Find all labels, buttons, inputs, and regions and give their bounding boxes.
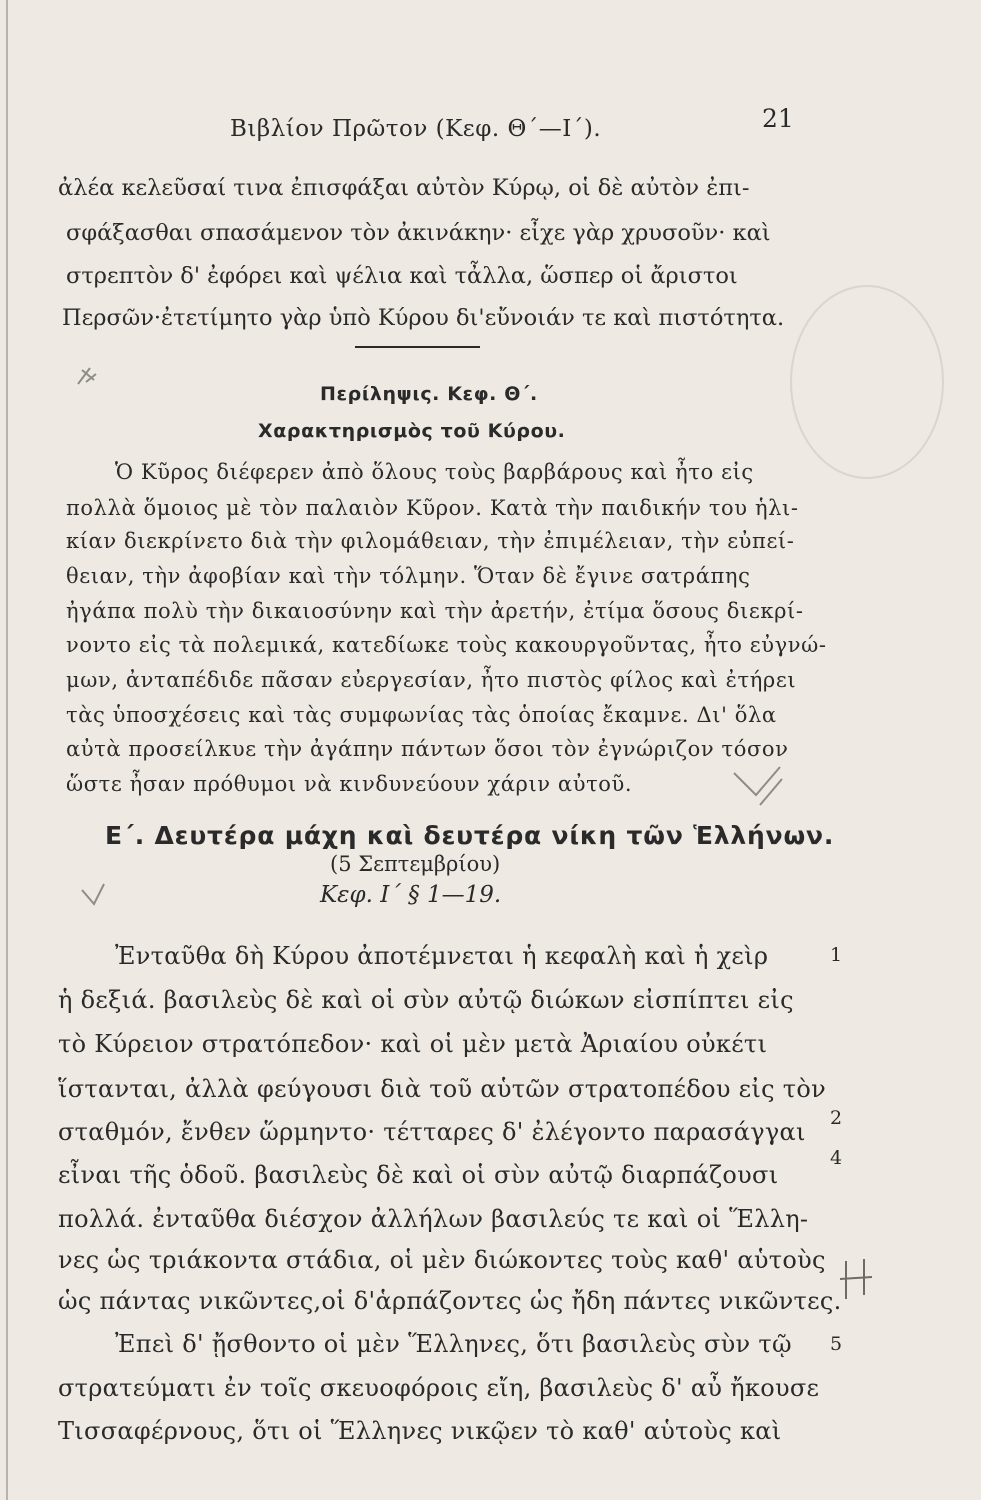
section-reference: Κεφ. Ι΄ § 1—19. <box>320 882 502 908</box>
main-text-line: Ἐπεὶ δ' ᾔσθοντο οἱ μὲν Ἕλληνες, ὅτι βασιλεὺς σὺν τῷ <box>115 1330 792 1358</box>
summary-line: τὰς ὑποσχέσεις καὶ τὰς συμφωνίας τὰς ὁποίας ἔκαμνε. Δι' ὅλα <box>66 703 777 727</box>
main-text-line: ὡς πάντας νικῶντες,οἱ δ'ἁρπάζοντες ὡς ἤδη πάντες νικῶντες. <box>58 1287 842 1315</box>
library-stamp <box>790 285 944 479</box>
section-date: (5 Σεπτεμβρίου) <box>330 852 501 876</box>
margin-number: 1 <box>830 944 843 966</box>
main-text-line: νες ὡς τριάκοντα στάδια, οἱ μὲν διώκοντες τοὺς καθ' αὑτοὺς <box>58 1246 826 1274</box>
main-text-line: Ἐνταῦθα δὴ Κύρου ἀποτέμνεται ἡ κεφαλὴ καὶ ἡ χεὶρ <box>115 942 769 970</box>
text-line: σφάξασθαι σπασάμενον τὸν ἀκινάκην· εἶχε γὰρ χρυσοῦν· καὶ <box>66 220 771 246</box>
main-text-line: πολλά. ἐνταῦθα διέσχον ἀλλήλων βασιλεύς τε καὶ οἱ Ἕλλη- <box>58 1205 809 1233</box>
page-edge <box>6 0 8 1500</box>
summary-line: ἠγάπα πολὺ τὴν δικαιοσύνην καὶ τὴν ἀρετήν, ἐτίμα ὅσους διεκρί- <box>66 599 804 623</box>
summary-line: Ὁ Κῦρος διέφερεν ἀπὸ ὅλους τοὺς βαρβάρους καὶ ἦτο εἰς <box>115 460 754 484</box>
page-number: 21 <box>762 104 794 133</box>
summary-line: πολλὰ ὅμοιος μὲ τὸν παλαιὸν Κῦρον. Κατὰ τὴν παιδικήν του ἡλι- <box>66 496 799 520</box>
check-mark-icon <box>78 880 118 920</box>
main-text-line: εἶναι τῆς ὁδοῦ. βασιλεὺς δὲ καὶ οἱ σὺν αὐτῷ διαρπάζουσι <box>58 1161 779 1189</box>
summary-line: κίαν διεκρίνετο διὰ τὴν φιλομάθειαν, τὴν ἐπιμέλειαν, τὴν εὐπεί- <box>66 529 795 553</box>
margin-number: 2 <box>830 1107 843 1129</box>
summary-line: νοντο εἰς τὰ πολεμικά, κατεδίωκε τοὺς κακουργοῦντας, ἦτο εὐγνώ- <box>66 633 827 657</box>
main-text-line: τὸ Κύρειον στρατόπεδον· καὶ οἱ μὲν μετὰ Ἀριαίου οὐκέτι <box>58 1030 768 1058</box>
main-text-line: ἵστανται, ἀλλὰ φεύγουσι διὰ τοῦ αὑτῶν στρατοπέδου εἰς τὸν <box>58 1075 826 1103</box>
summary-title: Περίληψις. Κεφ. Θ΄. <box>320 383 538 405</box>
margin-number: 5 <box>830 1333 843 1355</box>
text-line: Περσῶν·ἐτετίμητο γὰρ ὑπὸ Κύρου δι'εὔνοιάν τε καὶ πιστότητα. <box>62 305 785 331</box>
main-text-line: Τισσαφέρνους, ὅτι οἱ Ἕλληνες νικῷεν τὸ καθ' αὑτοὺς καὶ <box>58 1417 782 1445</box>
section-divider <box>355 346 480 348</box>
section-title: Ε΄. Δευτέρα μάχη καὶ δευτέρα νίκη τῶν Ἑλλήνων. <box>105 821 835 850</box>
main-text-line: ἡ δεξιά. βασιλεὺς δὲ καὶ οἱ σὺν αὐτῷ διώκων εἰσπίπτει εἰς <box>58 986 794 1014</box>
summary-line: αὐτὰ προσείλκυε τὴν ἀγάπην πάντων ὅσοι τὸν ἐγνώριζον τόσον <box>66 737 789 761</box>
text-line: ἀλέα κελεῦσαί τινα ἐπισφάξαι αὐτὸν Κύρῳ, οἱ δὲ αὐτὸν ἐπι- <box>58 175 750 201</box>
pencil-mark-icon <box>72 362 102 392</box>
pencil-mark-icon <box>838 1255 878 1305</box>
text-line: στρεπτὸν δ' ἐφόρει καὶ ψέλια καὶ τἆλλα, ὥσπερ οἱ ἄριστοι <box>66 263 738 289</box>
summary-subtitle: Χαρακτηρισμὸς τοῦ Κύρου. <box>258 420 566 442</box>
margin-number: 4 <box>830 1147 843 1169</box>
main-text-line: σταθμόν, ἔνθεν ὥρμηντο· τέτταρες δ' ἐλέγοντο παρασάγγαι <box>58 1118 806 1146</box>
summary-line: θειαν, τὴν ἀφοβίαν καὶ τὴν τόλμην. Ὅταν δὲ ἔγινε σατράπης <box>66 564 751 588</box>
main-text-line: στρατεύματι ἐν τοῖς σκευοφόροις εἴη, βασιλεὺς δ' αὖ ἤκουσε <box>58 1374 820 1402</box>
summary-line: ὥστε ἦσαν πρόθυμοι νὰ κινδυνεύουν χάριν αὐτοῦ. <box>66 772 633 796</box>
running-title: Βιβλίον Πρῶτον (Κεφ. Θ΄—Ι΄). <box>230 116 602 142</box>
check-mark-icon <box>730 765 790 815</box>
summary-line: μων, ἀνταπέδιδε πᾶσαν εὐεργεσίαν, ἦτο πιστὸς φίλος καὶ ἐτήρει <box>66 668 797 692</box>
